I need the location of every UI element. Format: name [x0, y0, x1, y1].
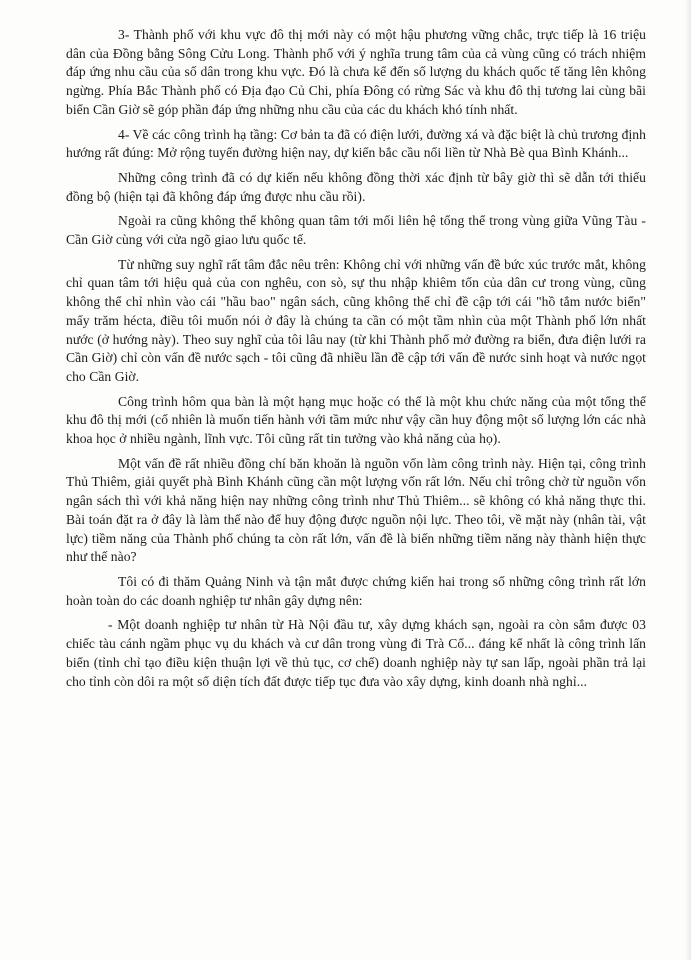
paragraph-planned-works: Những công trình đã có dự kiến nếu không đồng thời xác định từ bây giờ thì sẽ dẫn tới thiếu đồng bộ (hiện tại đã không đáp ứng được nhu cầu rồi). [66, 169, 646, 204]
page-edge-shadow [685, 0, 691, 960]
paragraph-4-infrastructure: 4- Về các công trình hạ tầng: Cơ bản ta đã có điện lưới, đường xá và đặc biệt là chủ trương định hướng rất đúng: Mở rộng tuyến đường hiện nay, dự kiến bắc cầu nối liền từ Nhà Bè qua Bình Khánh... [66, 126, 646, 161]
paragraph-3-hinterland: 3- Thành phố với khu vực đô thị mới này có một hậu phương vững chắc, trực tiếp là 16 triệu dân của Đồng bằng Sông Cửu Long. Thành phố với ý nghĩa trung tâm của cả vùng cũng có trách nhiệm đáp ứng nhu cầu của số dân trong khu vực. Đó là chưa kể đến số lượng du khách quốc tế tăng lên không ngừng. Phía Bắc Thành phố có Địa đạo Củ Chi, phía Đông có rừng Sác và khu đô thị tương lai cùng bãi biển Cần Giờ sẽ góp phần đáp ứng những nhu cầu của các du khách khó tính nhất. [66, 27, 646, 117]
paragraph-quang-ninh: Tôi có đi thăm Quảng Ninh và tận mắt được chứng kiến hai trong số những công trình rất lớn hoàn toàn do các doanh nghiệp tư nhân gây dựng nên: [66, 573, 646, 608]
paragraph-regional-link: Ngoài ra cũng không thể không quan tâm tới mối liên hệ tổng thể trong vùng giữa Vũng Tàu - Cần Giờ cùng với cửa ngõ giao lưu quốc tế. [66, 213, 646, 248]
paragraph-vision: Từ những suy nghĩ rất tâm đắc nêu trên: Không chỉ với những vấn đề bức xúc trước mắt, không chỉ quan tâm tới hiệu quả của con nghêu, con sò, sự thu nhập khiêm tốn của dân cư trong vùng, cũng không thể chỉ nhìn vào cái "hầu bao" ngân sách, cũng không thể chỉ đề cập tới cái "hồ tắm nước biển" mấy trăm hécta, điều tôi muốn nói ở đây là chúng ta cần có một tầm nhìn của một Thành phố lớn nhất nước (ở hướng này). Theo suy nghĩ của tôi lâu nay (từ khi Thành phố mở đường ra biển, đưa điện lưới ra Cần Giờ) chỉ còn vấn đề nước sạch - tôi cũng đã nhiều lần đề cập tới vấn đề nước sinh hoạt và nước ngọt cho Cần Giờ. [66, 256, 646, 384]
paragraph-project-scope: Công trình hôm qua bàn là một hạng mục hoặc có thể là một khu chức năng của một tổng thể khu đô thị mới (cố nhiên là muốn tiến hành với tầm mức như vậy cần huy động một số lượng lớn các nhà khoa học ở nhiều ngành, lĩnh vực. Tôi cũng rất tin tưởng vào khả năng của họ). [66, 393, 646, 447]
paragraph-private-enterprise: - Một doanh nghiệp tư nhân từ Hà Nội đầu tư, xây dựng khách sạn, ngoài ra còn sắm được 03 chiếc tàu cánh ngầm phục vụ du khách và cư dân trong vùng đi Trà Cổ... đáng kể nhất là công trình lấn biển (tỉnh chỉ tạo điều kiện thuận lợi về thủ tục, cơ chế) doanh nghiệp này tự san lấp, ngoài phần trả lại cho tỉnh còn dôi ra một số diện tích đất được tiếp tục đưa vào xây dựng, kinh doanh nhà nghỉ... [66, 617, 646, 689]
paragraph-funding: Một vấn đề rất nhiều đồng chí băn khoăn là nguồn vốn làm công trình này. Hiện tại, công trình Thủ Thiêm, giải quyết phà Bình Khánh cũng cần một lượng vốn rất lớn. Nếu chỉ trông chờ từ nguồn vốn ngân sách thì với khả năng hiện nay những công trình như Thủ Thiêm... sẽ không có khả năng thực thi. Bài toán đặt ra ở đây là làm thế nào để huy động được nguồn nội lực. Theo tôi, về mặt này (nhân tài, vật lực) tiềm năng của Thành phố chúng ta còn rất lớn, vấn đề là biến những tiềm năng này thành hiện thực như thế nào? [66, 455, 646, 565]
document-body [66, 26, 646, 697]
